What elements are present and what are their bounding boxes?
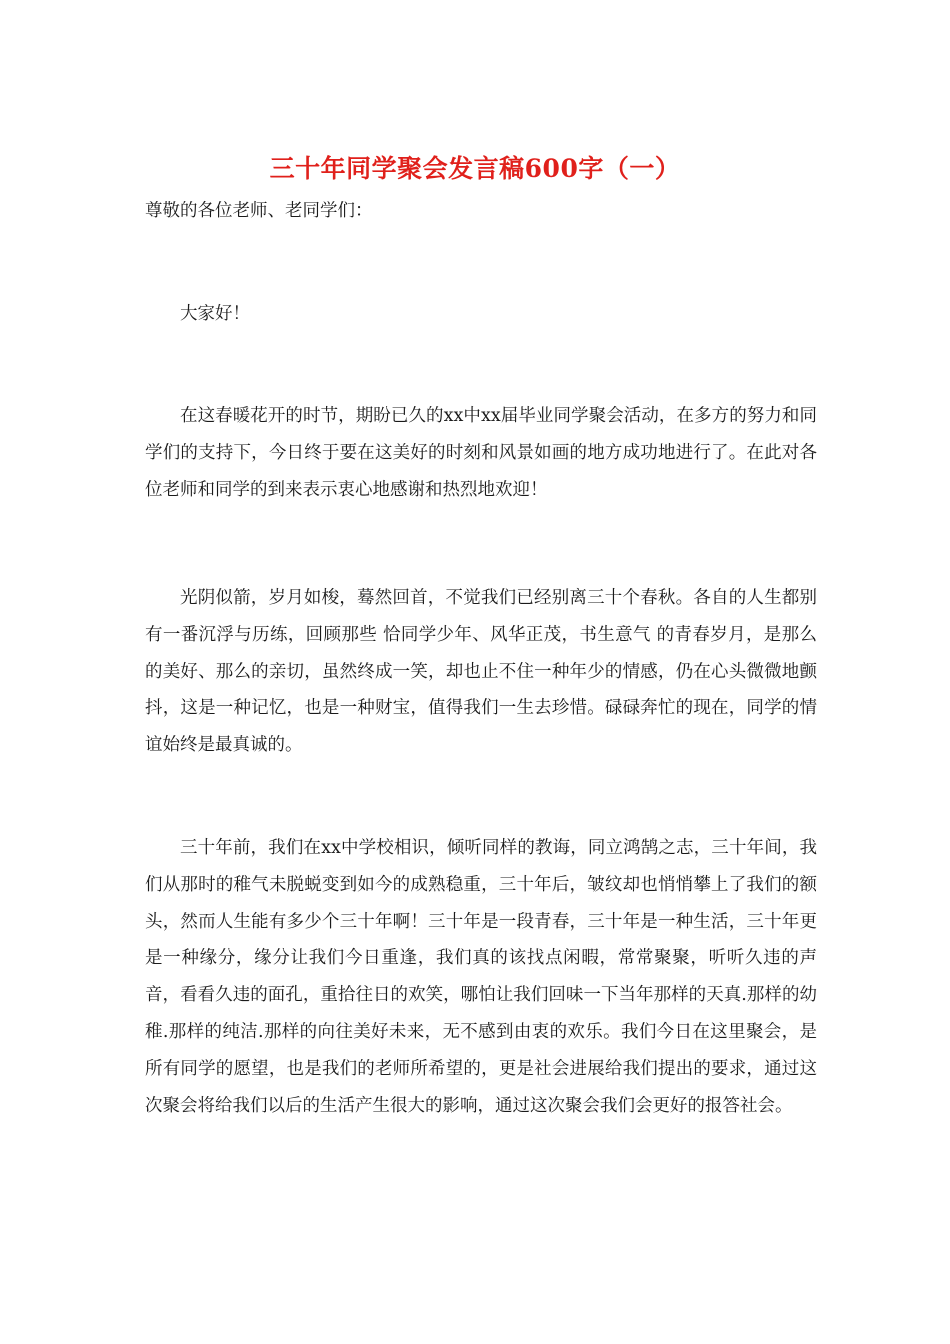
body-paragraph-2: 光阴似箭，岁月如梭，蓦然回首，不觉我们已经别离三十个春秋。各自的人生都别有一番沉浮与历练，回顾那些 恰同学少年、风华正茂，书生意气 的青春岁月，是那么的美好、那么的亲切，虽然终成一笑，却也止不住一种年少的情感，仍在心头微微地颤抖，这是一种记忆，也是一种财宝，值得我们一生去珍惜。碌碌奔忙的现在，同学的情谊始终是最真诚的。 <box>145 588 817 756</box>
document-title: 三十年同学聚会发言稿600字（一） <box>269 154 681 183</box>
hello-paragraph: 大家好！ <box>180 304 250 324</box>
body-paragraph-3: 三十年前，我们在xx中学校相识，倾听同样的教诲，同立鸿鹄之志，三十年间，我们从那时的稚气未脱蜕变到如今的成熟稳重，三十年后，皱纹却也悄悄攀上了我们的额头，然而人生能有多少个三十年啊！三十年是一段青春，三十年是一种生活，三十年更是一种缘分，缘分让我们今日重逢，我们真的该找点闲暇，常常聚聚，听听久违的声音，看看久违的面孔，重拾往日的欢笑，哪怕让我们回味一下当年那样的天真.那样的幼稚.那样的纯洁.那样的向往美好未来，无不感到由衷的欢乐。我们今日在这里聚会，是所有同学的愿望，也是我们的老师所希望的，更是社会进展给我们提出的要求，通过这次聚会将给我们以后的生活产生很大的影响，通过这次聚会我们会更好的报答社会。 <box>145 838 817 1116</box>
body-paragraph-1: 在这春暖花开的时节，期盼已久的xx中xx届毕业同学聚会活动，在多方的努力和同学们的支持下，今日终于要在这美好的时刻和风景如画的地方成功地进行了。在此对各位老师和同学的到来表示衷心地感谢和热烈地欢迎！ <box>145 406 817 500</box>
greeting-line: 尊敬的各位老师、老同学们： <box>145 201 373 221</box>
